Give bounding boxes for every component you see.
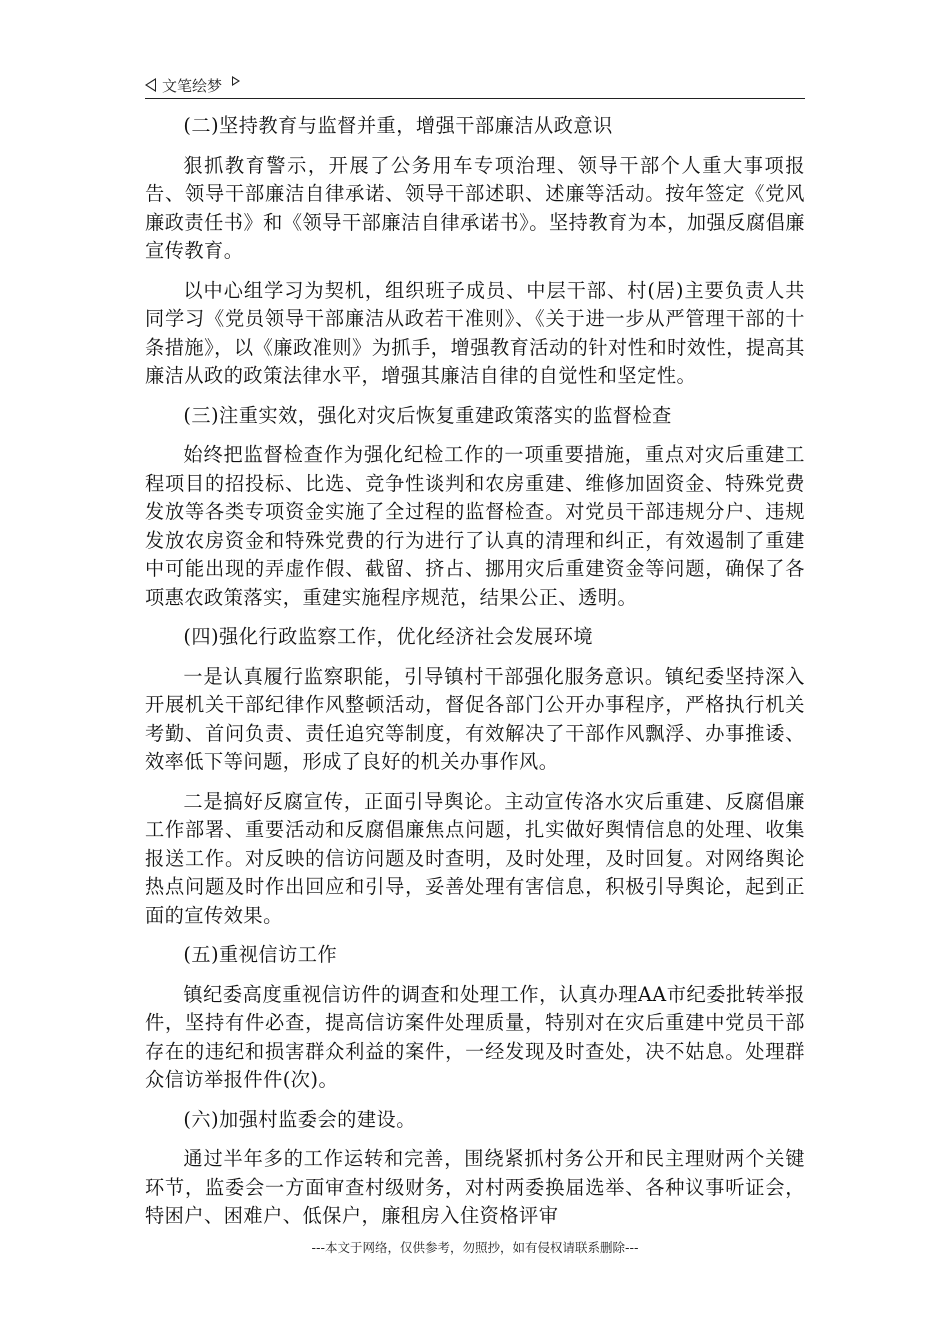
section bbox=[145, 112, 805, 391]
section-heading: (四)强化行政监察工作，优化经济社会发展环境 bbox=[183, 625, 594, 648]
header-title: 文笔绘梦 bbox=[162, 76, 223, 95]
paragraph: 始终把监督检查作为强化纪检工作的一项重要措施，重点对灾后重建工程项目的招投标、比选、竞争性谈判和农房重建、维修加固资金、特殊党费发放等各类专项资金实施了全过程的监督检查。对党员干部违规分户、违规发放农房资金和特殊党费的行为进行了认真的清理和纠正，有效遏制了重建中可能出现的弄虚作假、截留、挤占、挪用灾后重建资金等问题，确保了各项惠农政策落实，重建实施程序规范，结果公正、透明。 bbox=[145, 443, 805, 609]
section-heading: (二)坚持教育与监督并重，增强干部廉洁从政意识 bbox=[183, 114, 613, 137]
section-heading: (三)注重实效，强化对灾后恢复重建政策落实的监督检查 bbox=[183, 403, 672, 427]
triangle-left-icon bbox=[145, 78, 156, 92]
section bbox=[145, 941, 805, 1095]
page-header bbox=[145, 72, 805, 98]
paragraph: 镇纪委高度重视信访件的调查和处理工作，认真办理AA市纪委批转举报件，坚持有件必查，提高信访案件处理质量，特别对在灾后重建中党员干部存在的违纪和损害群众利益的案件，一经发现及时查处，决不姑息。处理群众信访举报件件(次)。 bbox=[145, 982, 805, 1091]
header-divider bbox=[145, 98, 805, 99]
paragraph: 狠抓教育警示，开展了公务用车专项治理、领导干部个人重大事项报告、领导干部廉洁自律承诺、领导干部述职、述廉等活动。按年签定《党风廉政责任书》和《领导干部廉洁自律承诺书》。坚持教育为本，加强反腐倡廉宣传教育。 bbox=[145, 153, 805, 262]
paragraph: 通过半年多的工作运转和完善，围绕紧抓村务公开和民主理财两个关键环节，监委会一方面审查村级财务，对村两委换届选举、各种议事听证会，特困户、困难户、低保户，廉租房入住资格评审 bbox=[145, 1147, 805, 1227]
section bbox=[145, 402, 805, 613]
section bbox=[145, 1106, 805, 1231]
triangle-right-icon bbox=[232, 76, 240, 86]
paragraph: 以中心组学习为契机，组织班子成员、中层干部、村(居)主要负责人共同学习《党员领导干部廉洁从政若干准则》、《关于进一步从严管理干部的十条措施》，以《廉政准则》为抓手，增强教育活动的针对性和时效性，提高其廉洁从政的政策法律水平，增强其廉洁自律的自觉性和坚定性。 bbox=[145, 278, 805, 387]
paragraph: 一是认真履行监察职能，引导镇村干部强化服务意识。镇纪委坚持深入开展机关干部纪律作风整顿活动，督促各部门公开办事程序，严格执行机关考勤、首问负责、责任追究等制度，有效解决了干部作风飘浮、办事推诿、效率低下等问题，形成了良好的机关办事作风。 bbox=[145, 664, 805, 773]
section bbox=[145, 623, 805, 930]
document-body bbox=[145, 112, 805, 1242]
section-heading: (五)重视信访工作 bbox=[183, 943, 338, 966]
page-footer: ---本文于网络，仅供参考，勿照抄，如有侵权请联系删除--- bbox=[311, 1240, 639, 1255]
paragraph: 二是搞好反腐宣传，正面引导舆论。主动宣传洛水灾后重建、反腐倡廉工作部署、重要活动和反腐倡廉焦点问题，扎实做好舆情信息的处理、收集报送工作。对反映的信访问题及时查明，及时处理，及时回复。对网络舆论热点问题及时作出回应和引导，妥善处理有害信息，积极引导舆论，起到正面的宣传效果。 bbox=[145, 789, 805, 927]
section-heading: (六)加强村监委会的建设。 bbox=[183, 1107, 416, 1131]
